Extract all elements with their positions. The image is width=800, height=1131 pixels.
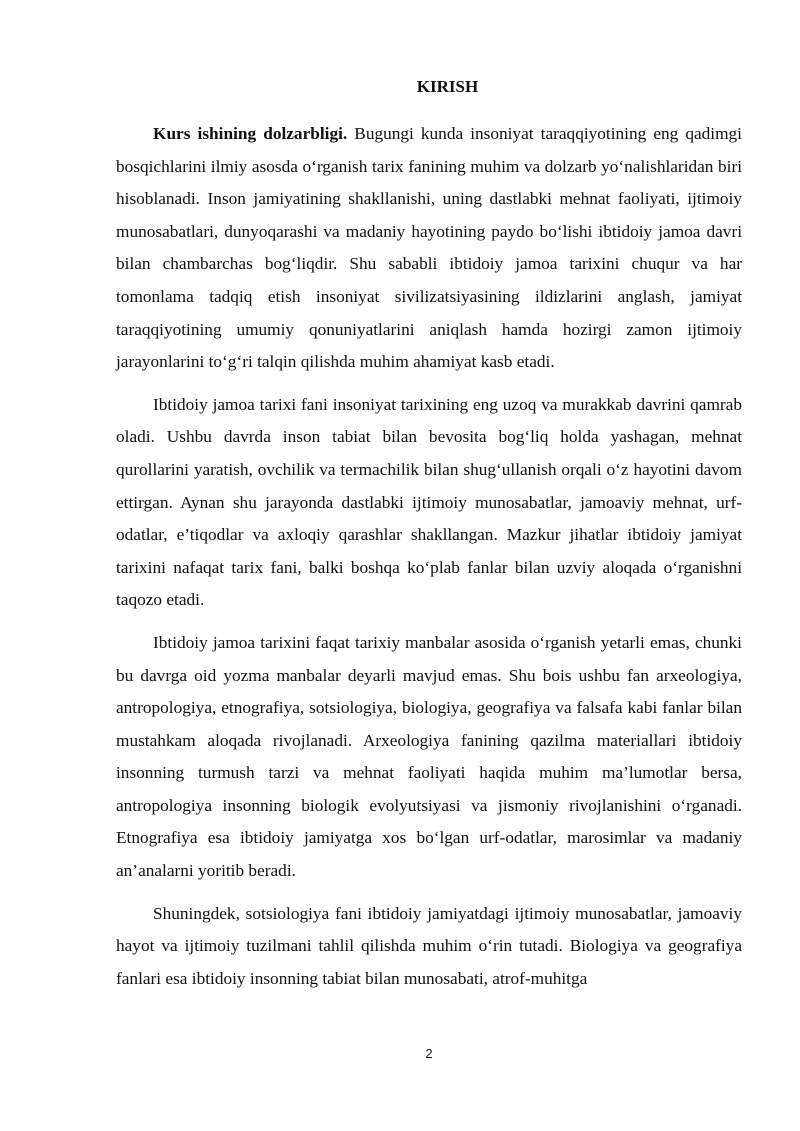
paragraph: Ibtidoiy jamoa tarixini faqat tarixiy manbalar asosida o‘rganish yetarli emas, chunki bu davrga oid yozma manbalar deyarli mavjud emas. Shu bois ushbu fan arxeologiya, antropologiya, etnografiya, sotsiologiya, biologiya, geografiya va falsafa kabi fanlar bilan mustahkam aloqada rivojlanadi. Arxeologiya fanining qazilma materiallari ibtidoiy insonning turmush tarzi va mehnat faoliyati haqida muhim ma’lumotlar bersa, antropologiya insonning biologik evolyutsiyasi va jismoniy rivojlanishini o‘rganadi. Etnografiya esa ibtidoiy jamiyatga xos bo‘lgan urf-odatlar, marosimlar va madaniy an’analarni yoritib beradi. xyxy=(116,632,742,881)
body-text xyxy=(116,118,742,1005)
paragraph-text: Bugungi kunda insoniyat taraqqiyotining eng qadimgi bosqichlarini ilmiy asosda o‘rganish tarix fanining muhim va dolzarb yo‘nalishlaridan biri hisoblanadi. Inson jamiyatining shakllanishi, uning dastlabki mehnat faoliyati, ijtimoiy munosabatlari, dunyoqarashi va madaniy hayotining paydo bo‘lishi ibtidoiy jamoa davri bilan chambarchas bog‘liqdir. Shu sababli ibtidoiy jamoa tarixini chuqur va har tomonlama tadqiq etish insoniyat sivilizatsiyasining ildizlarini anglash, jamiyat taraqqiyotining umumiy qonuniyatlarini aniqlash hamda hozirgi zamon ijtimoiy jarayonlarini to‘g‘ri talqin qilishda muhim ahamiyat kasb etadi. xyxy=(116,124,742,372)
paragraph-relevance xyxy=(116,118,742,379)
section-heading: KIRISH xyxy=(416,77,479,96)
paragraph-lead: Kurs ishining dolzarbligi. xyxy=(153,124,348,143)
paragraph: Ibtidoiy jamoa tarixi fani insoniyat tarixining eng uzoq va murakkab davrini qamrab oladi. Ushbu davrda inson tabiat bilan bevosita bog‘liq holda yashagan, mehnat qurollarini yaratish, ovchilik va termachilik bilan shug‘ullanish orqali o‘z hayotini davom ettirgan. Aynan shu jarayonda dastlabki ijtimoiy munosabatlar, jamoaviy mehnat, urf-odatlar, e’tiqodlar va axloqiy qarashlar shakllangan. Mazkur jihatlar ibtidoiy jamiyat tarixini nafaqat tarix fani, balki boshqa ko‘plab fanlar bilan uzviy aloqada o‘rganishni taqozo etadi. xyxy=(116,394,742,610)
paragraph: Shuningdek, sotsiologiya fani ibtidoiy jamiyatdagi ijtimoiy munosabatlar, jamoaviy hayot va ijtimoiy tuzilmani tahlil qilishda muhim o‘rin tutadi. Biologiya va geografiya fanlari esa ibtidoiy insonning tabiat bilan munosabati, atrof-muhitga xyxy=(116,903,742,988)
page-number: 2 xyxy=(425,1046,433,1061)
